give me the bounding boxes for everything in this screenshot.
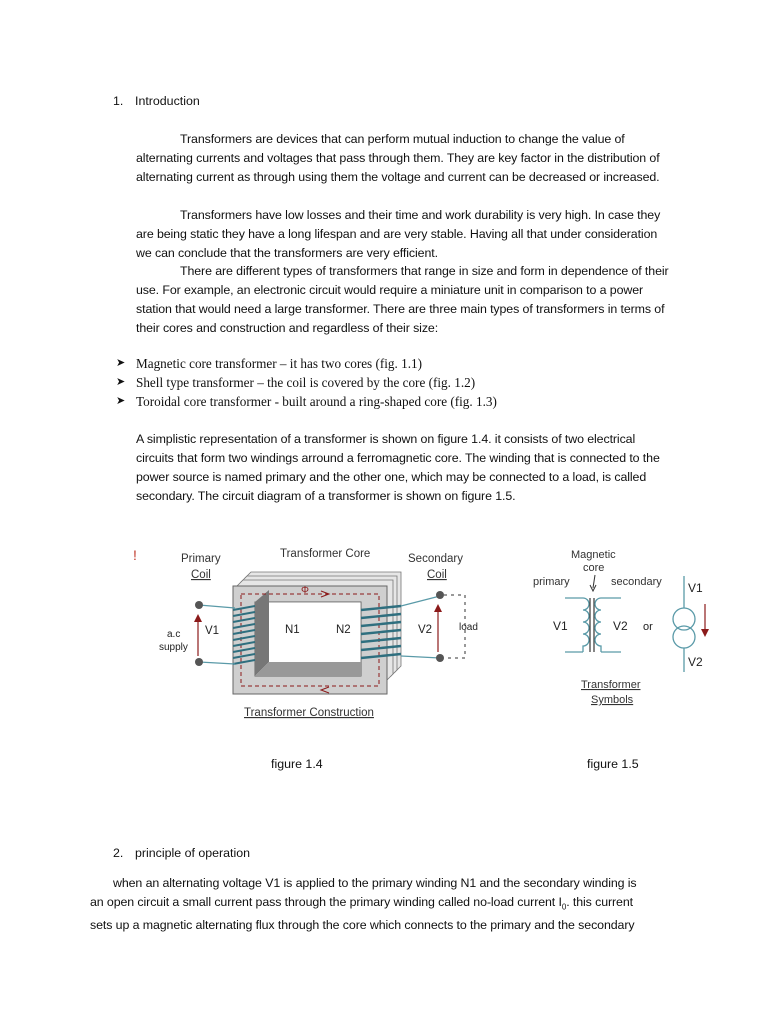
supply-label-2: supply (159, 642, 188, 653)
secondary-label: secondary (611, 576, 662, 588)
symbols-label-2: Symbols (591, 694, 634, 706)
load-label: load (459, 622, 478, 633)
primary-terminal (195, 658, 203, 666)
section-heading-principle (113, 844, 250, 863)
core-label: core (583, 562, 605, 574)
core-pointer (593, 575, 595, 588)
secondary-coil-label-2: Coil (427, 569, 447, 581)
construction-label: Transformer Construction (244, 707, 374, 719)
section-heading-introduction (113, 92, 200, 111)
intro-paragraph-1: Transformers are devices that can perform mutual induction to change the value of alternating currents and voltages that pass through them. They are key factor in the distribution of alternating current as through using them the voltage and current can be decreased or increased. (136, 132, 660, 184)
section-title: principle of operation (135, 846, 251, 860)
paragraph-line: sets up a magnetic alternating flux through the core which connects to the primary and the secondary (90, 918, 635, 933)
n2-label: N2 (336, 624, 351, 636)
arrowhead-bullet-icon: ➤ (116, 357, 126, 369)
list-item (116, 354, 676, 373)
primary-coil-label-2: Coil (191, 569, 211, 581)
magnetic-label: Magnetic (571, 549, 616, 561)
section-number: 2. (113, 846, 124, 860)
figure-transformer-construction (125, 538, 485, 728)
primary-label: primary (533, 576, 570, 588)
list-item (116, 392, 676, 411)
alt-v2-label: V2 (688, 655, 703, 669)
list-item-text: Magnetic core transformer – it has two cores (fig. 1.1) (136, 356, 422, 371)
paragraph-line-text: an open circuit a small current pass through the primary winding called no-load current I (90, 895, 562, 909)
principle-paragraph (90, 874, 690, 935)
or-label: or (643, 621, 653, 633)
transformer-description-paragraph: A simplistic representation of a transformer is shown on figure 1.4. it consists of two electrical circuits that form two windings arround a ferromagnetic core. The winding that is connected to the power source is named primary and the other one, which may be connected to a load, is called secondary. The circuit diagram of a transformer is shown on figure 1.5. (136, 432, 660, 503)
figure-transformer-symbols (525, 544, 720, 714)
list-item-text: Shell type transformer – the coil is covered by the core (fig. 1.2) (136, 375, 476, 390)
intro-paragraph-3: There are different types of transformers that range in size and form in dependence of their use. For example, an electronic circuit would require a miniature unit in comparison to a power station that would need a large transformer. There are three main types of transformers in terms of their cores and construction and regardless of their size: (136, 264, 669, 335)
symbol-v1-label: V1 (553, 619, 568, 633)
subscript: 0 (561, 902, 567, 912)
arrowhead-bullet-icon: ➤ (116, 376, 126, 388)
list-item-text: Toroidal core transformer - built around a ring-shaped core (fig. 1.3) (136, 394, 497, 409)
alt-v1-label: V1 (688, 581, 703, 595)
primary-terminal (195, 601, 203, 609)
secondary-terminal (436, 654, 444, 662)
section-title: Introduction (135, 94, 200, 108)
v1-arrowhead-icon (194, 614, 202, 622)
symbol-v2-label: V2 (613, 619, 628, 633)
transformer-types-list (116, 354, 676, 411)
supply-label: a.c (167, 629, 181, 640)
arrowhead-bullet-icon: ➤ (116, 395, 126, 407)
flux-symbol: Φ (301, 585, 309, 596)
figure-marker: ! (133, 547, 137, 563)
secondary-terminal (436, 591, 444, 599)
section-number: 1. (113, 94, 124, 108)
figure-1-4-caption: figure 1.4 (271, 757, 323, 771)
transformer-core-label: Transformer Core (280, 548, 371, 560)
window-shadow-bottom (255, 662, 361, 676)
paragraph-line-text: . this current (566, 895, 633, 909)
v1-label: V1 (205, 625, 220, 637)
v2-label: V2 (418, 624, 433, 636)
window-shadow-left (255, 590, 269, 676)
list-item (116, 373, 676, 392)
alt-arrowhead-icon (701, 629, 709, 637)
figure-1-5-caption: figure 1.5 (587, 757, 639, 771)
symbols-label: Transformer (581, 679, 641, 691)
paragraph-line (90, 893, 690, 916)
primary-coil-label: Primary (181, 553, 221, 565)
paragraph-line: when an alternating voltage V1 is applied to the primary winding N1 and the secondary winding is (113, 876, 637, 890)
v2-arrowhead-icon (434, 604, 442, 612)
intro-paragraph-2: Transformers have low losses and their time and work durability is very high. In case they are being static they have a long lifespan and are very stable. Having all that under consideration we can conclude that the transformers are very efficient. (136, 208, 661, 260)
secondary-coil-label: Secondary (408, 553, 463, 565)
n1-label: N1 (285, 624, 300, 636)
